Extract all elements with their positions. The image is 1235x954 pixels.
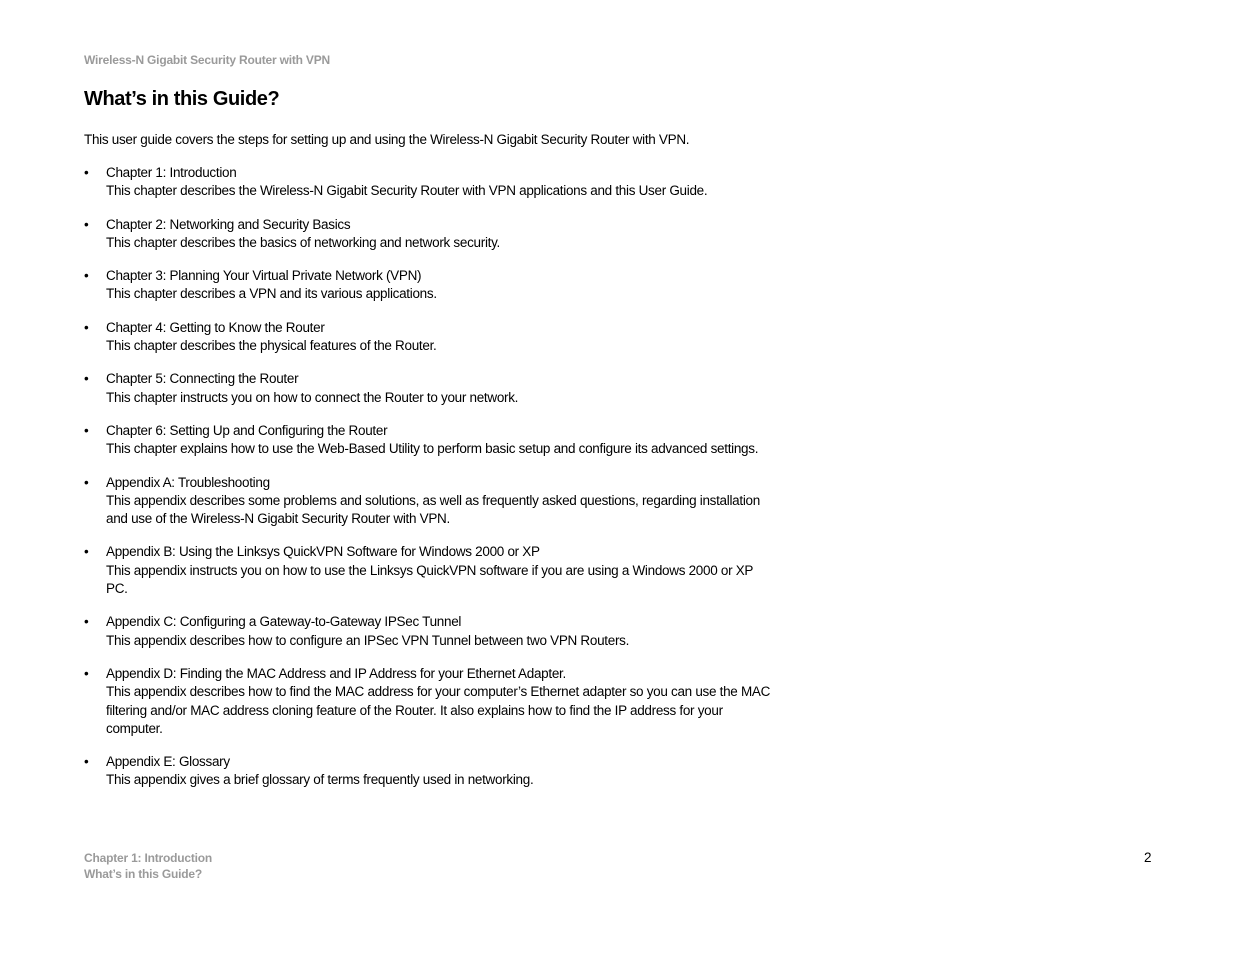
bullet-icon: • [84, 371, 89, 387]
list-item [84, 370, 774, 407]
list-item-description: This chapter describes a VPN and its various applications. [106, 286, 437, 302]
list-item [84, 543, 774, 598]
bullet-icon: • [84, 754, 89, 770]
list-item-title: Chapter 2: Networking and Security Basics [106, 216, 351, 232]
list-item-description: This chapter instructs you on how to connect the Router to your network. [106, 389, 519, 405]
list-item-description: This appendix gives a brief glossary of terms frequently used in networking. [106, 772, 534, 788]
bullet-icon: • [84, 544, 89, 560]
intro-paragraph: This user guide covers the steps for setting up and using the Wireless-N Gigabit Security Router with VPN. [84, 132, 690, 147]
list-item-title: Chapter 4: Getting to Know the Router [106, 319, 325, 335]
list-item-description: This appendix describes some problems and solutions, as well as frequently asked questions, regarding installation and use of the Wireless-N Gigabit Security Router with VPN. [106, 492, 760, 527]
list-item-title: Appendix B: Using the Linksys QuickVPN Software for Windows 2000 or XP [106, 544, 540, 560]
list-item [84, 319, 774, 356]
bullet-icon: • [84, 165, 89, 180]
page-number: 2 [1144, 850, 1152, 865]
bullet-icon: • [84, 268, 89, 284]
list-item-title: Appendix D: Finding the MAC Address and IP Address for your Ethernet Adapter. [106, 665, 566, 681]
list-item-title: Appendix E: Glossary [106, 754, 230, 770]
list-item-title: Chapter 5: Connecting the Router [106, 371, 299, 387]
bullet-icon: • [84, 614, 89, 630]
bullet-icon: • [84, 422, 89, 438]
list-item-description: This chapter describes the physical features of the Router. [106, 338, 437, 354]
list-item [84, 422, 774, 459]
list-item-description: This appendix describes how to find the MAC address for your computer’s Ethernet adapter so you can use the MAC filtering and/or MAC address cloning feature of the Router. It also explains how to find the IP address for your computer. [106, 684, 771, 736]
list-item [84, 753, 774, 790]
bullet-icon: • [84, 474, 89, 490]
footer-section: What’s in this Guide? [84, 867, 203, 881]
chapter-list [84, 164, 774, 805]
list-item-description: This appendix describes how to configure an IPSec VPN Tunnel between two VPN Routers. [106, 632, 630, 648]
list-item-title: Chapter 1: Introduction [106, 165, 237, 180]
list-item [84, 474, 774, 529]
list-item-title: Chapter 6: Setting Up and Configuring the Router [106, 422, 388, 438]
bullet-icon: • [84, 319, 89, 335]
list-item [84, 164, 774, 201]
list-item-title: Appendix A: Troubleshooting [106, 474, 270, 490]
list-item-description: This chapter describes the basics of networking and network security. [106, 234, 500, 250]
list-item-description: This chapter describes the Wireless-N Gigabit Security Router with VPN applications and this User Guide. [106, 183, 708, 199]
footer-chapter: Chapter 1: Introduction [84, 851, 213, 865]
list-item [84, 267, 774, 304]
running-header: Wireless-N Gigabit Security Router with VPN [84, 53, 331, 67]
list-item [84, 665, 774, 738]
bullet-icon: • [84, 216, 89, 232]
list-item [84, 613, 774, 650]
list-item-title: Chapter 3: Planning Your Virtual Private Network (VPN) [106, 268, 422, 284]
page-footer [84, 850, 212, 882]
bullet-icon: • [84, 665, 89, 681]
list-item-description: This appendix instructs you on how to use the Linksys QuickVPN software if you are using a Windows 2000 or XP PC. [106, 562, 753, 597]
list-item [84, 216, 774, 253]
page-title: What’s in this Guide? [84, 88, 280, 110]
list-item-title: Appendix C: Configuring a Gateway-to-Gateway IPSec Tunnel [106, 614, 462, 630]
list-item-description: This chapter explains how to use the Web-Based Utility to perform basic setup and configure its advanced settings. [106, 441, 759, 457]
